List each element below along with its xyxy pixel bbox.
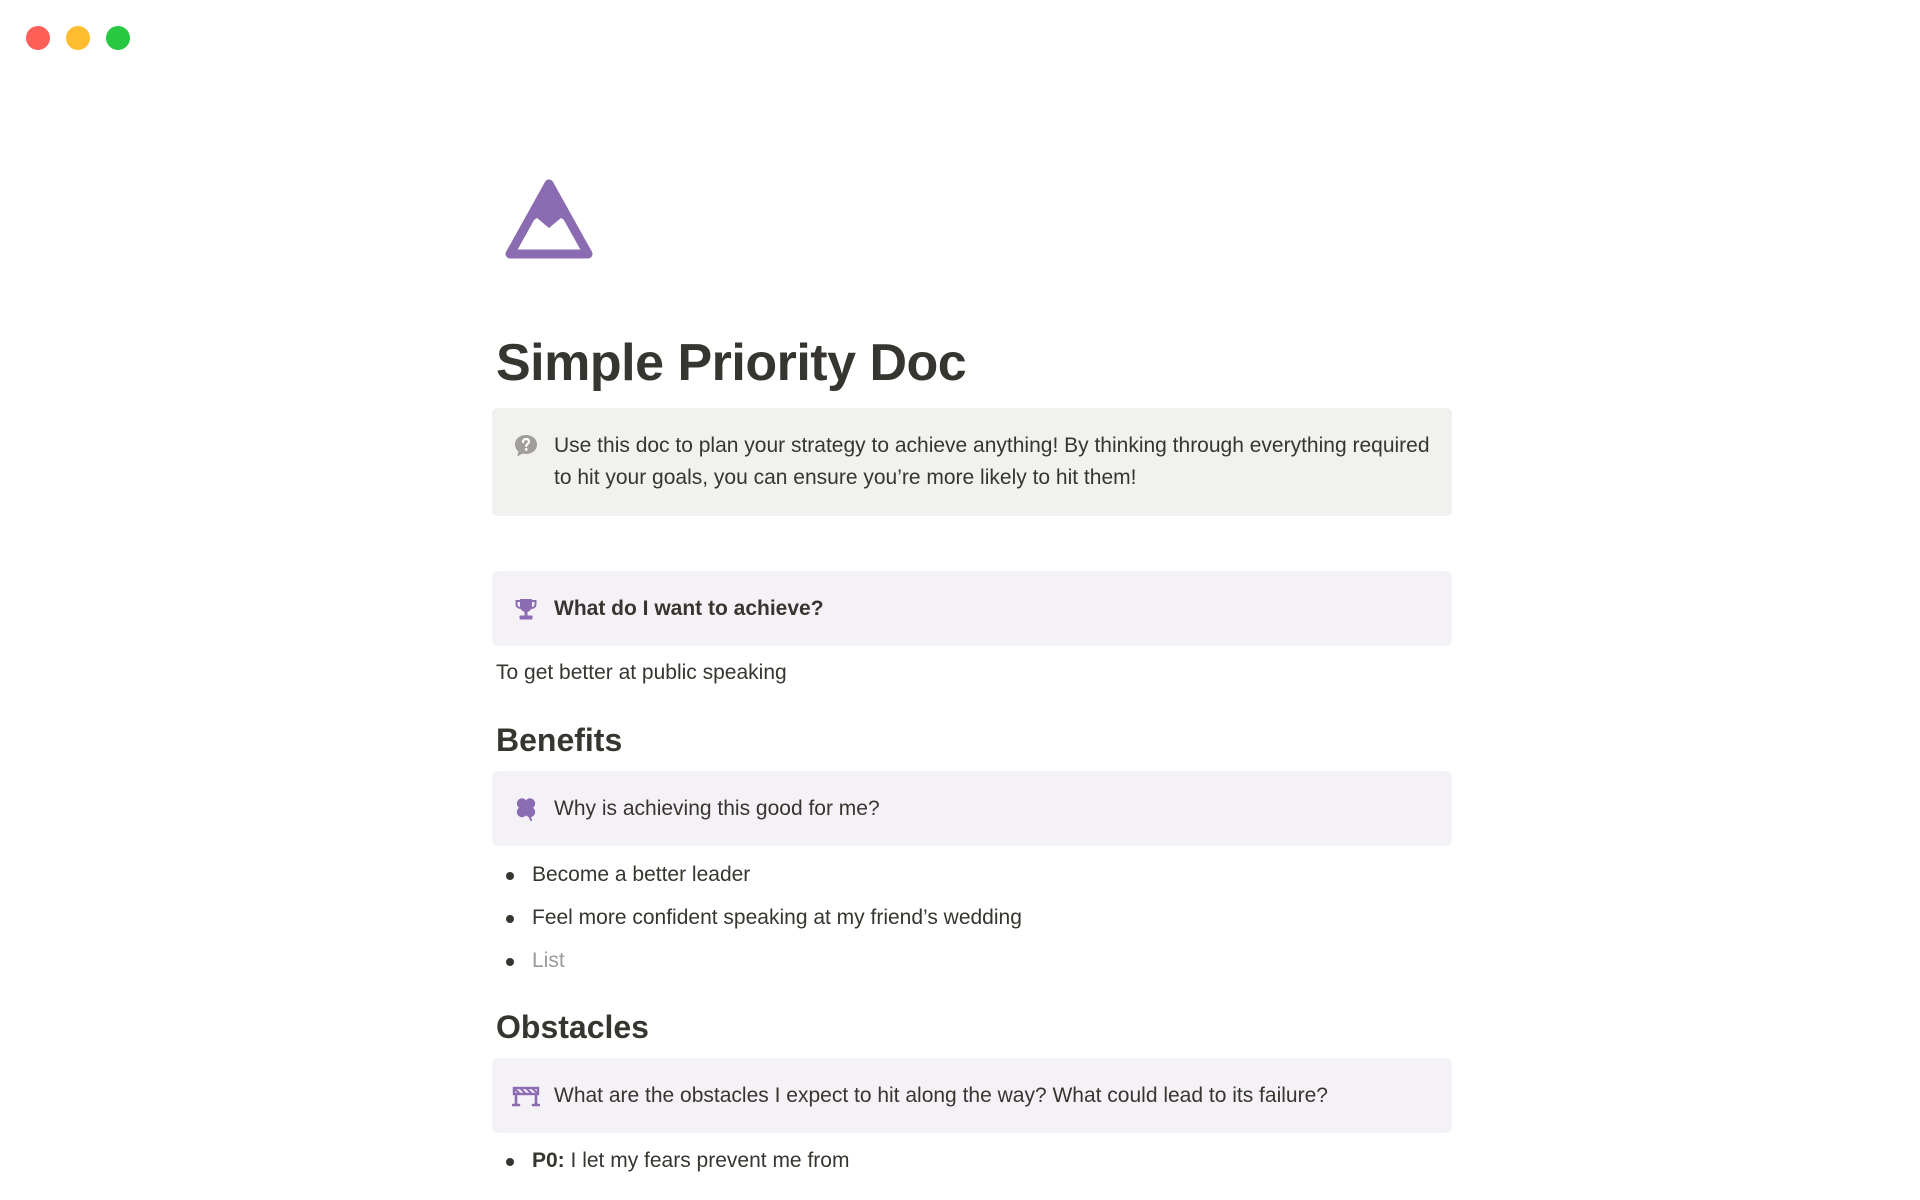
question-bubble-icon <box>512 430 540 462</box>
benefits-heading[interactable]: Benefits <box>496 722 623 758</box>
clover-icon <box>512 793 540 825</box>
list-item-placeholder[interactable]: List <box>492 945 1452 977</box>
benefits-list <box>492 859 1452 977</box>
trophy-icon <box>512 593 540 625</box>
list-item[interactable]: Feel more confident speaking at my friend’s wedding <box>492 902 1452 934</box>
benefits-callout-text: Why is achieving this good for me? <box>554 796 880 820</box>
list-item[interactable]: Become a better leader <box>492 859 1452 891</box>
obstacles-callout[interactable] <box>492 1058 1452 1133</box>
maximize-window-button[interactable] <box>106 26 130 50</box>
goal-callout-text: What do I want to achieve? <box>554 596 824 620</box>
list-item[interactable] <box>492 1145 1452 1177</box>
obstacles-heading[interactable]: Obstacles <box>496 1009 649 1045</box>
intro-callout[interactable] <box>492 408 1452 516</box>
close-window-button[interactable] <box>26 26 50 50</box>
intro-callout-text: Use this doc to plan your strategy to achieve anything! By thinking through everything required to hit your goals, you can ensure you’re more likely to hit them! <box>554 434 1430 489</box>
window-controls <box>26 26 130 50</box>
page-title[interactable]: Simple Priority Doc <box>496 334 967 392</box>
hurdle-icon <box>512 1080 540 1112</box>
page-content <box>492 178 1452 1188</box>
minimize-window-button[interactable] <box>66 26 90 50</box>
priority-label: P0: <box>532 1149 565 1172</box>
obstacles-callout-text: What are the obstacles I expect to hit along the way? What could lead to its failure? <box>554 1083 1328 1107</box>
obstacles-list <box>492 1145 1452 1177</box>
obstacle-text: I let my fears prevent me from <box>570 1149 850 1172</box>
benefits-callout[interactable] <box>492 771 1452 846</box>
mountain-icon[interactable] <box>504 178 594 262</box>
goal-callout[interactable] <box>492 571 1452 646</box>
goal-answer[interactable]: To get better at public speaking <box>496 661 787 684</box>
